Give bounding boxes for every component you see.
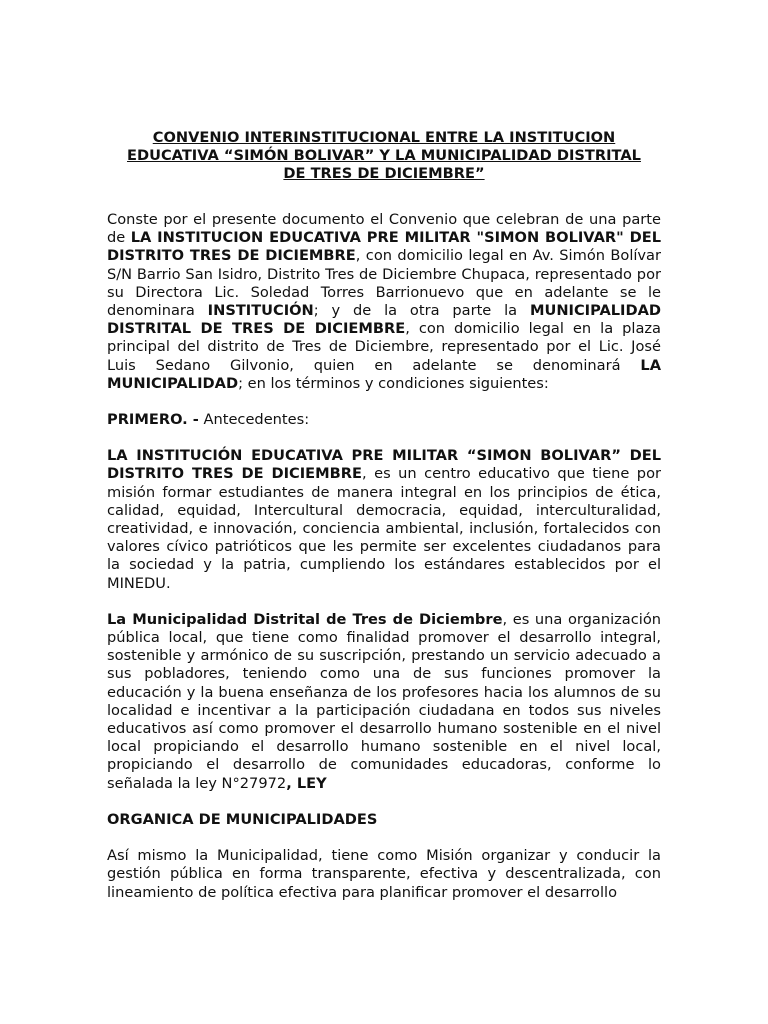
intro-institution-name: LA INSTITUCION EDUCATIVA PRE MILITAR "SIMON BOLIVAR" DEL DISTRITO TRES DE DICIEMBRE (107, 229, 661, 265)
institution-paragraph (107, 447, 661, 593)
title-line-1: CONVENIO INTERINSTITUCIONAL ENTRE LA INSTITUCION (152, 129, 616, 146)
intro-text-3: ; y de la otra parte la (313, 302, 530, 320)
municipality-paragraph (107, 611, 661, 793)
municipality-name: La Municipalidad Distrital de Tres de Diciembre (107, 610, 503, 628)
intro-institution-term: INSTITUCIÓN (207, 302, 314, 320)
municipality-text: , es una organización pública local, que tiene como finalidad promover el desarrollo integral, sostenible y armónico de su suscripción, prestando un servicio adecuado a sus pobladores, teniendo como una de sus funciones promover la educación y la buena enseñanza de los profesores hacia los alumnos de su localidad e incentivar a la participación ciudadana en todos sus niveles educativos así como promover el desarrollo humano sostenible en el nivel local propiciando el desarrollo humano sostenible en el nivel local, propiciando el desarrollo de comunidades educadoras, conforme lo señalada la ley N°27972 (107, 610, 662, 792)
intro-paragraph (107, 211, 661, 393)
intro-text-2: , con domicilio legal en Av. Simón Bolívar S/N Barrio San Isidro, Distrito Tres de Diciembre Chupaca, representado por su Directora Lic. Soledad Torres Barrionuevo que en adelante se le denominara (107, 247, 662, 320)
primero-label: PRIMERO. - (107, 411, 199, 429)
mision-text: Así mismo la Municipalidad, tiene como Misión organizar y conducir la gestión pública en forma transparente, efectiva y descentralizada, con lineamiento de política efectiva para planificar promover el desarrollo (107, 847, 661, 901)
intro-municipality-term: LA MUNICIPALIDAD (107, 356, 661, 392)
primero-heading (107, 411, 661, 429)
intro-text-4: , con domicilio legal en la plaza principal del distrito de Tres de Diciembre, representado por el Lic. José Luis Sedano Gilvonio, quien en adelante se denominará (107, 320, 661, 374)
title-line-2: EDUCATIVA “SIMÓN BOLIVAR” Y LA MUNICIPALIDAD DISTRITAL (127, 147, 641, 164)
institution-text: , es un centro educativo que tiene por misión formar estudiantes de manera integral en los principios de ética, calidad, equidad, Intercultural democracia, equidad, interculturalidad, creatividad, e innovación, conciencia ambiental, inclusión, fortalecidos con valores cívico patrióticos que les permite ser excelentes ciudadanos para la sociedad y la patria, cumpliendo los estándares establecidos por el MINEDU. (107, 465, 661, 592)
organica-label: ORGANICA DE MUNICIPALIDADES (107, 810, 378, 828)
document-title (107, 129, 661, 183)
organica-heading (107, 811, 661, 829)
primero-text: Antecedentes: (198, 411, 310, 429)
title-line-3: DE TRES DE DICIEMBRE” (283, 165, 485, 182)
intro-municipality-name: MUNICIPALIDAD DISTRITAL DE TRES DE DICIEMBRE (107, 302, 662, 338)
intro-text-1: Conste por el presente documento el Convenio que celebran de una parte de (107, 211, 661, 247)
municipality-law: , LEY (286, 774, 327, 792)
intro-text-5: ; en los términos y condiciones siguientes: (238, 374, 549, 392)
institution-name: LA INSTITUCIÓN EDUCATIVA PRE MILITAR “SIMON BOLIVAR” DEL DISTRITO TRES DE DICIEMBRE (107, 447, 661, 483)
mision-paragraph (107, 847, 661, 902)
